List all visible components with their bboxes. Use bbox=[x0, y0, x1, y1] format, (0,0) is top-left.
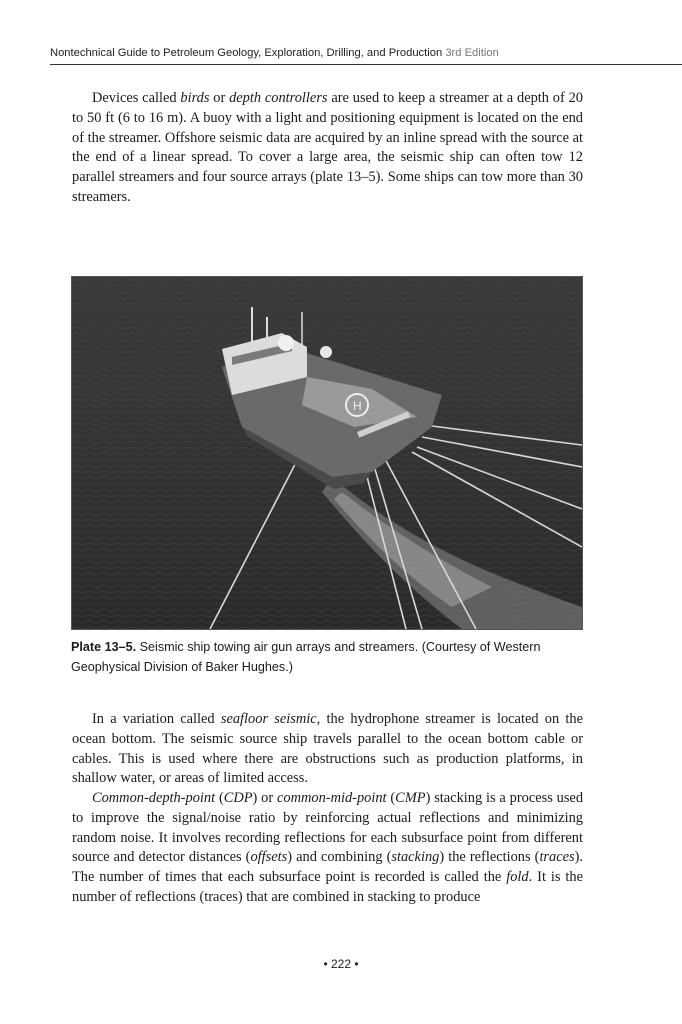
caption-text: Seismic ship towing air gun arrays and streamers. (Courtesy of Western Geophysical Division of Baker Hughes.) bbox=[71, 640, 541, 674]
paragraph-birds: Devices called birds or depth controllers are used to keep a streamer at a depth of 20 to 50 ft (6 to 16 m). A buoy with a light and positioning equipment is located on the end of the streamer. Offshore seismic data are acquired by an inline spread with the source at the end of a linear spread. To cover a large area, the seismic ship can often tow 12 parallel streamers and four source arrays (plate 13–5). Some ships can tow more than 30 streamers. bbox=[72, 90, 584, 205]
body-text-lower bbox=[72, 710, 583, 908]
running-head bbox=[50, 47, 682, 59]
term-depth-controllers: depth controllers bbox=[229, 90, 328, 106]
header-rule bbox=[50, 64, 682, 65]
seismic-ship-image bbox=[72, 277, 582, 629]
svg-text:H: H bbox=[353, 399, 362, 413]
page-number: • 222 • bbox=[323, 957, 359, 971]
term-birds: birds bbox=[180, 90, 210, 106]
plate-13-5-photo bbox=[71, 276, 583, 630]
edition-label: 3rd Edition bbox=[445, 47, 499, 59]
paragraph-seafloor-seismic: In a variation called seafloor seismic, the hydrophone streamer is located on the ocean bottom. The seismic source ship travels parallel to the ocean bottom cable or cables. This is used where there are obstructions such as production platforms, in shallow water, or areas of limited access. bbox=[72, 711, 583, 787]
caption-label: Plate 13–5. bbox=[71, 640, 137, 654]
figure-caption bbox=[71, 637, 585, 677]
paragraph-cdp-stacking: Common-depth-point (CDP) or common-mid-point (CMP) stacking is a process used to improve the signal/noise ratio by reinforcing actual reflections and minimizing random noise. It involves recording reflections for each subsurface point from different source and detector distances (offsets) and combining (stacking) the reflections (traces). The number of times that each subsurface point is recorded is called the fold. It is the number of reflections (traces) that are combined in stacking to produce bbox=[72, 790, 584, 905]
term-seafloor-seismic: seafloor seismic bbox=[220, 711, 317, 727]
book-title: Nontechnical Guide to Petroleum Geology, Exploration, Drilling, and Production bbox=[50, 47, 443, 59]
radar-dome bbox=[278, 335, 294, 351]
